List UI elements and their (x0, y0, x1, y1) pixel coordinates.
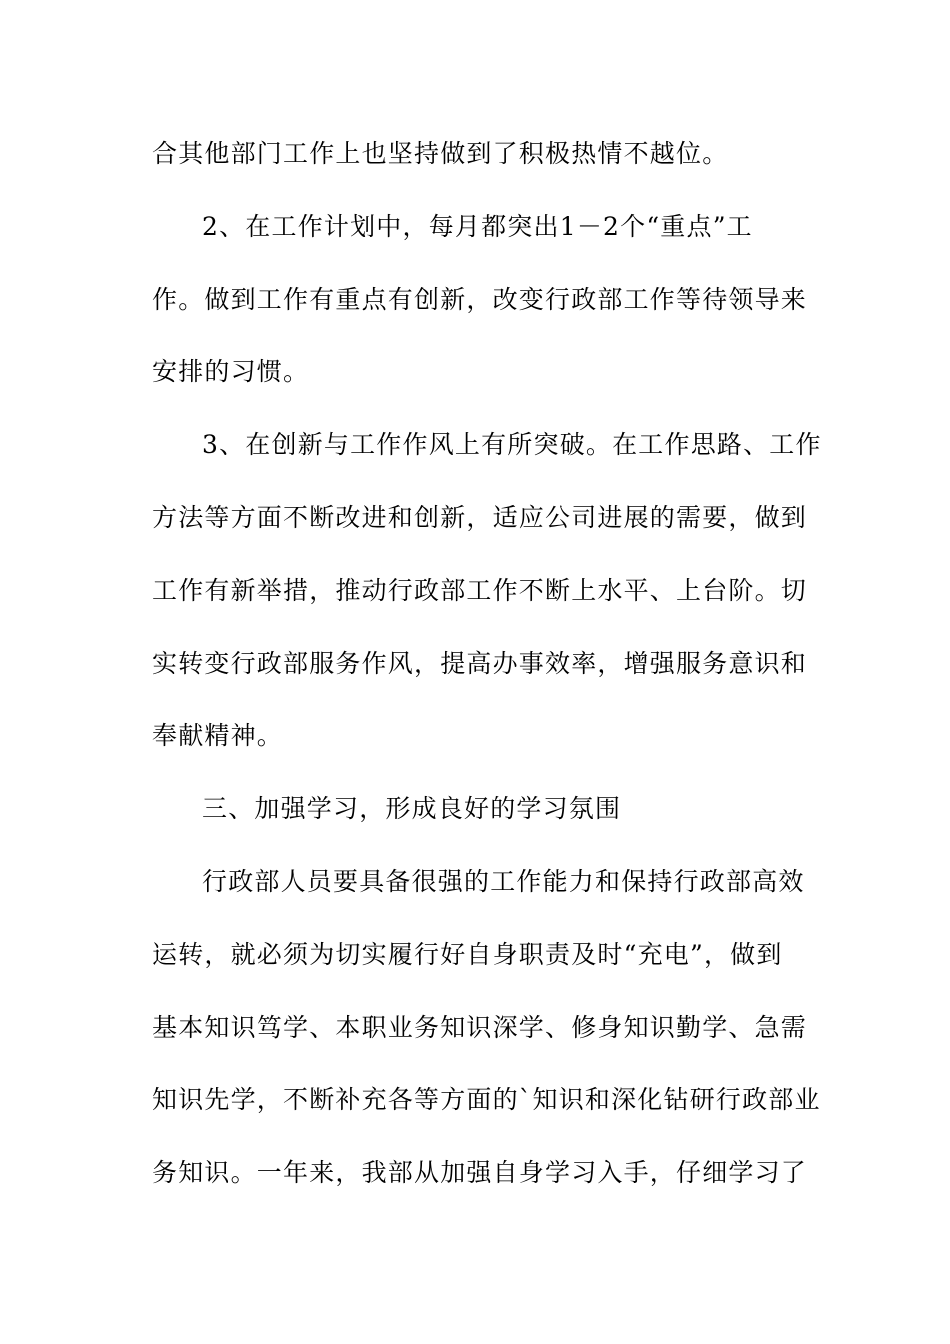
paragraph-line: 知识先学，不断补充各等方面的`知识和深化钻研行政部业 (152, 1085, 821, 1115)
paragraph-line: 3、在创新与工作作风上有所突破。在工作思路、工作 (202, 430, 822, 460)
paragraph-line: 合其他部门工作上也坚持做到了积极热情不越位。 (152, 139, 729, 168)
paragraph-line: 实转变行政部服务作风，提高办事效率，增强服务意识和 (152, 648, 808, 678)
paragraph-line: 务知识。一年来，我部从加强自身学习入手，仔细学习了 (152, 1158, 808, 1188)
paragraph-line: 作。做到工作有重点有创新，改变行政部工作等待领导来 (152, 284, 808, 314)
paragraph-line: 行政部人员要具备很强的工作能力和保持行政部高效 (202, 866, 805, 896)
paragraph-line: 方法等方面不断改进和创新，适应公司进展的需要，做到 (152, 502, 808, 532)
paragraph-line: 工作有新举措，推动行政部工作不断上水平、上台阶。切 (152, 575, 808, 605)
document-body (152, 126, 822, 1218)
paragraph-line: 安排的习惯。 (152, 357, 310, 387)
paragraph-line: 运转，就必须为切实履行好自身职责及时“充电”，做到 (152, 939, 783, 969)
paragraph-line: 基本知识笃学、本职业务知识深学、修身知识勤学、急需 (152, 1012, 808, 1042)
paragraph-line: 2、在工作计划中，每月都突出1－2个“重点”工 (202, 211, 753, 241)
paragraph-line: 奉献精神。 (152, 721, 284, 751)
section-heading: 三、加强学习，形成良好的学习氛围 (202, 794, 622, 824)
